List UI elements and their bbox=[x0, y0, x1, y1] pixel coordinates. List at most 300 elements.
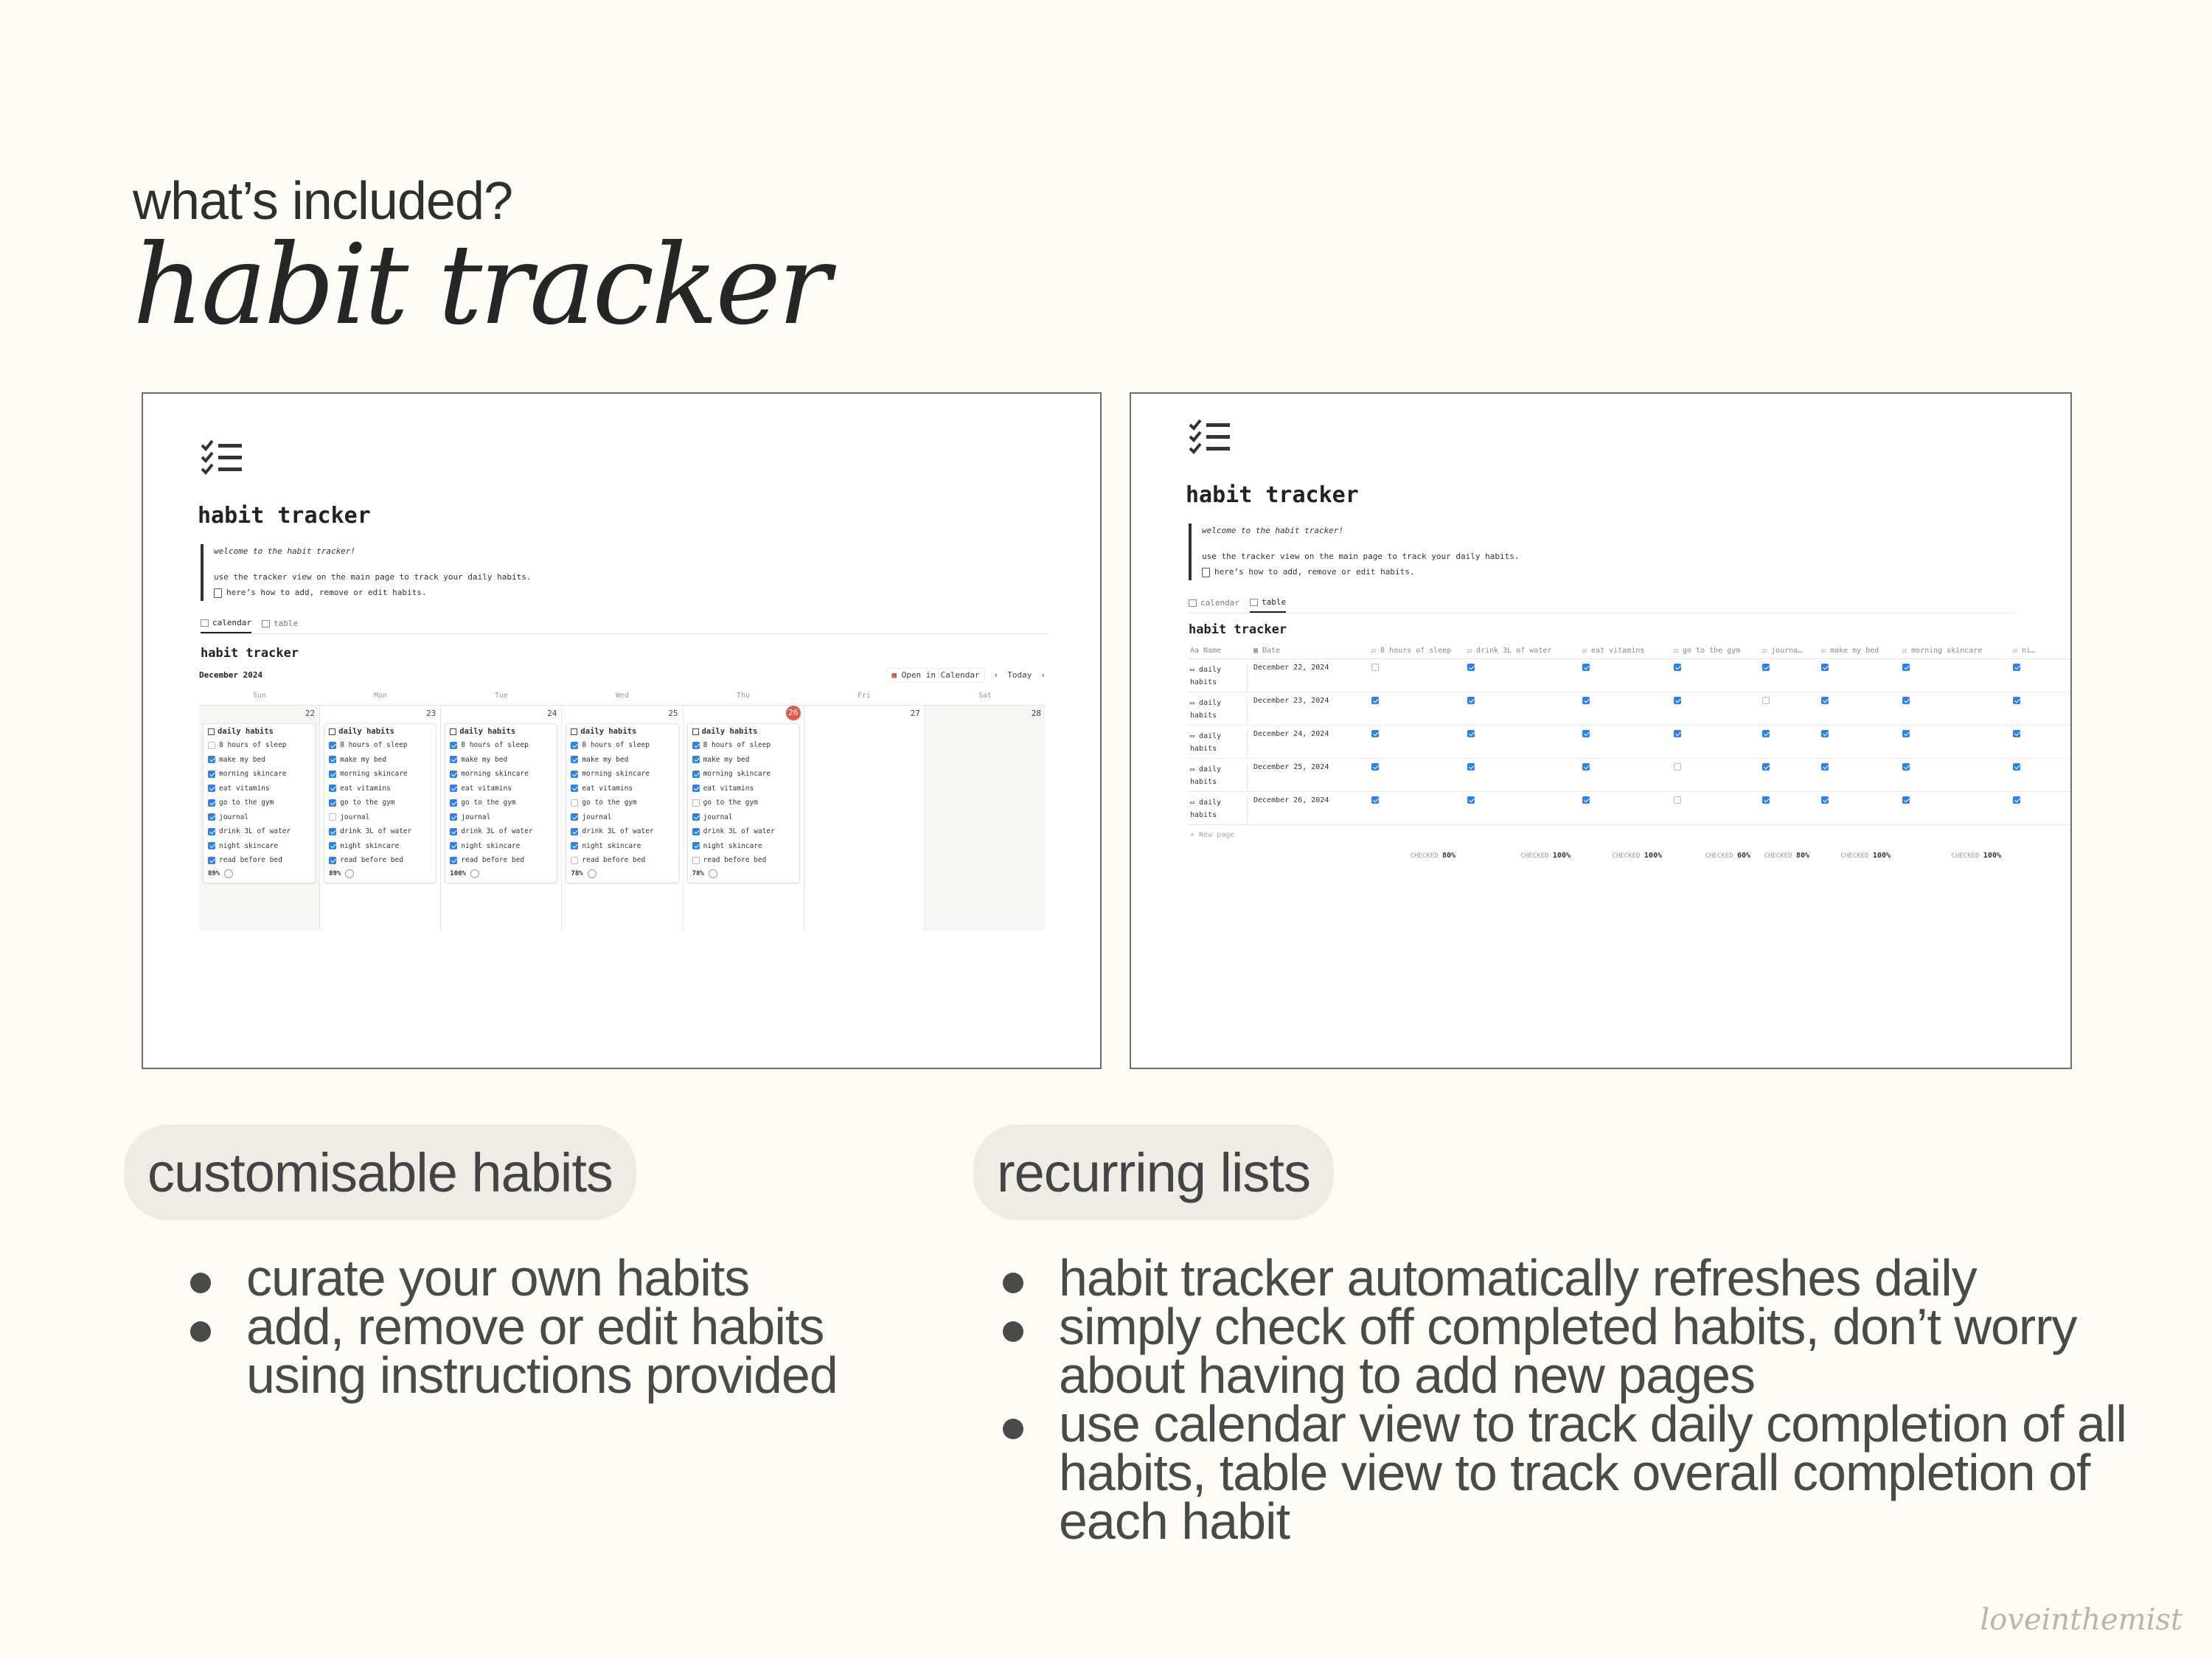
calendar-day-cell[interactable] bbox=[562, 706, 683, 931]
habit-checkbox[interactable] bbox=[571, 756, 578, 763]
habit-checkbox[interactable] bbox=[1762, 796, 1770, 804]
habit-checkbox[interactable] bbox=[329, 842, 336, 849]
view-tabs bbox=[1189, 597, 2014, 613]
habit-checkbox[interactable] bbox=[1582, 664, 1590, 671]
habit-label: journal bbox=[340, 813, 370, 821]
day-of-week-label: Sat bbox=[978, 692, 992, 700]
habit-label: night skincare bbox=[703, 841, 762, 850]
habit-checkbox[interactable] bbox=[1467, 664, 1475, 671]
list-item: use calendar view to track daily completion of all habits, table view to track overall completion of each habit bbox=[1003, 1399, 2153, 1545]
habit-item bbox=[208, 853, 310, 868]
habit-checkbox[interactable] bbox=[571, 813, 578, 821]
habit-checkbox[interactable] bbox=[1821, 730, 1829, 737]
callout-welcome: welcome to the habit tracker! bbox=[1202, 526, 1344, 535]
row-name[interactable]: ▭ daily habits bbox=[1187, 697, 1248, 725]
summary-label: CHECKED bbox=[1840, 852, 1873, 860]
habit-checkbox[interactable] bbox=[450, 785, 457, 792]
habit-label: drink 3L of water bbox=[461, 827, 533, 836]
habit-label: morning skincare bbox=[461, 770, 529, 779]
callout-line: use the tracker view on the main page to track your daily habits. bbox=[1202, 551, 1520, 561]
habit-checkbox[interactable] bbox=[450, 742, 457, 749]
habit-checkbox[interactable] bbox=[1674, 664, 1681, 671]
table-cell bbox=[1368, 697, 1464, 706]
table-cell bbox=[1579, 730, 1671, 740]
habit-checkbox[interactable] bbox=[692, 857, 700, 864]
row-name[interactable]: ▭ daily habits bbox=[1187, 730, 1248, 758]
habit-checkbox[interactable] bbox=[692, 828, 700, 835]
howto-link[interactable]: here’s how to add, remove or edit habits. bbox=[226, 587, 427, 597]
habit-card[interactable] bbox=[324, 723, 437, 883]
habit-item bbox=[692, 796, 795, 810]
habit-checkbox[interactable] bbox=[1762, 763, 1770, 771]
habit-checkbox[interactable] bbox=[1902, 697, 1910, 704]
table-row[interactable] bbox=[1187, 659, 2072, 692]
row-name[interactable]: ▭ daily habits bbox=[1187, 796, 1248, 824]
table-cell bbox=[1579, 763, 1671, 773]
habit-label: night skincare bbox=[461, 841, 521, 850]
summary-label: CHECKED bbox=[1410, 852, 1442, 860]
habit-item bbox=[450, 839, 552, 854]
habit-checkbox[interactable] bbox=[329, 771, 336, 778]
callout-welcome: welcome to the habit tracker! bbox=[214, 546, 356, 556]
list-item: simply check off completed habits, don’t worry about having to add new pages bbox=[1003, 1302, 2153, 1399]
list-item: curate your own habits bbox=[190, 1253, 928, 1302]
habit-label: morning skincare bbox=[340, 770, 408, 779]
table-cell bbox=[1818, 730, 1899, 740]
table-icon bbox=[1250, 599, 1258, 606]
habit-checkbox[interactable] bbox=[1467, 730, 1475, 737]
table-cell bbox=[1579, 664, 1671, 673]
page-title: habit tracker bbox=[198, 503, 371, 529]
card-title bbox=[450, 727, 552, 736]
habit-checkbox[interactable] bbox=[1371, 664, 1379, 671]
progress-ring-icon bbox=[470, 869, 479, 878]
table-cell bbox=[1759, 730, 1818, 740]
habit-item bbox=[450, 853, 552, 868]
card-title bbox=[692, 727, 795, 736]
habit-checkbox[interactable] bbox=[571, 771, 578, 778]
habit-checkbox[interactable] bbox=[208, 857, 215, 864]
habit-checkbox[interactable] bbox=[1371, 697, 1379, 704]
column-header[interactable]: ☑ morning skincare bbox=[1902, 647, 1983, 655]
table-cell bbox=[1368, 730, 1464, 740]
column-header[interactable]: ☑ drink 3L of water bbox=[1467, 647, 1552, 655]
summary-row bbox=[1187, 846, 2072, 865]
habit-label: read before bed bbox=[340, 856, 403, 865]
habit-checkbox[interactable] bbox=[1371, 763, 1379, 771]
habit-checkbox[interactable] bbox=[1674, 697, 1681, 704]
habit-label: 8 hours of sleep bbox=[461, 741, 529, 750]
habit-checkbox[interactable] bbox=[1821, 796, 1829, 804]
tab-calendar[interactable]: calendar bbox=[1189, 597, 1239, 613]
summary-label: CHECKED bbox=[1764, 852, 1796, 860]
habit-checkbox[interactable] bbox=[1582, 763, 1590, 771]
summary-label: CHECKED bbox=[1612, 852, 1644, 860]
day-number: 28 bbox=[1031, 709, 1041, 718]
habit-label: 8 hours of sleep bbox=[582, 741, 650, 750]
habit-item bbox=[571, 753, 673, 768]
table-cell bbox=[1368, 664, 1464, 673]
document-icon bbox=[214, 588, 222, 598]
card-title bbox=[571, 727, 673, 736]
summary-value: 100% bbox=[1983, 851, 2001, 860]
habit-checkbox[interactable] bbox=[208, 771, 215, 778]
habit-label: night skincare bbox=[582, 841, 641, 850]
tab-table[interactable]: table bbox=[1250, 597, 1286, 613]
calendar-view-screenshot bbox=[142, 392, 1102, 1069]
table-cell bbox=[1899, 796, 2010, 806]
habit-checkbox[interactable] bbox=[1371, 730, 1379, 737]
habit-checkbox[interactable] bbox=[1762, 697, 1770, 704]
habit-checkbox[interactable] bbox=[571, 857, 578, 864]
habit-item bbox=[329, 753, 431, 768]
habit-item bbox=[571, 810, 673, 825]
row-date: December 26, 2024 bbox=[1253, 796, 1329, 804]
calendar-day-cell[interactable] bbox=[925, 706, 1046, 931]
habit-checkbox[interactable] bbox=[1674, 763, 1681, 771]
habit-item bbox=[329, 767, 431, 782]
habit-item bbox=[208, 753, 310, 768]
table-row[interactable] bbox=[1187, 792, 2072, 825]
habit-label: eat vitamins bbox=[340, 784, 391, 793]
row-date: December 22, 2024 bbox=[1253, 664, 1329, 672]
feature-pill-recurring: recurring lists bbox=[973, 1124, 1334, 1220]
habit-checkbox[interactable] bbox=[692, 756, 700, 763]
habit-label: make my bed bbox=[461, 755, 508, 764]
habit-checkbox[interactable] bbox=[450, 842, 457, 849]
summary-value: 100% bbox=[1644, 851, 1662, 860]
table-cell bbox=[1818, 697, 1899, 706]
table-cell bbox=[1368, 763, 1464, 773]
habit-label: eat vitamins bbox=[219, 784, 270, 793]
completion-percent bbox=[329, 869, 431, 878]
habit-label: go to the gym bbox=[461, 799, 516, 807]
day-of-week-label: Tue bbox=[494, 692, 509, 700]
habit-checkbox[interactable] bbox=[1762, 730, 1770, 737]
table-cell bbox=[1818, 763, 1899, 773]
calendar-icon bbox=[571, 728, 577, 735]
checklist-icon bbox=[199, 438, 243, 479]
habit-checkbox[interactable] bbox=[208, 799, 215, 807]
habit-item bbox=[208, 782, 310, 796]
habit-label: night skincare bbox=[219, 841, 279, 850]
habit-item bbox=[450, 782, 552, 796]
prev-icon[interactable]: ‹ bbox=[993, 670, 999, 680]
table-cell bbox=[1818, 664, 1899, 673]
habit-item bbox=[692, 767, 795, 782]
habit-card[interactable] bbox=[566, 723, 678, 883]
table-cell bbox=[1818, 796, 1899, 806]
day-number: 25 bbox=[668, 709, 678, 718]
habit-label: drink 3L of water bbox=[703, 827, 775, 836]
summary-value: 60% bbox=[1736, 851, 1750, 860]
habit-checkbox[interactable] bbox=[450, 857, 457, 864]
habit-label: go to the gym bbox=[582, 799, 637, 807]
list-item: add, remove or edit habits using instructions provided bbox=[190, 1302, 928, 1399]
table-row[interactable] bbox=[1187, 759, 2072, 792]
table-cell bbox=[1464, 796, 1579, 806]
card-title-text: daily habits bbox=[338, 727, 394, 736]
column-header[interactable]: ☑ journa… bbox=[1762, 647, 1803, 655]
habit-checkbox[interactable] bbox=[208, 828, 215, 835]
habit-label: 8 hours of sleep bbox=[219, 741, 287, 750]
card-title-text: daily habits bbox=[459, 727, 516, 736]
day-of-week-label: Fri bbox=[857, 692, 872, 700]
habit-checkbox[interactable] bbox=[2013, 664, 2020, 671]
habit-item bbox=[450, 753, 552, 768]
habit-checkbox[interactable] bbox=[329, 756, 336, 763]
habit-checkbox[interactable] bbox=[2013, 697, 2020, 704]
habit-checkbox[interactable] bbox=[571, 785, 578, 792]
day-of-week-label: Sun bbox=[252, 692, 267, 700]
habit-checkbox[interactable] bbox=[208, 813, 215, 821]
habit-item bbox=[692, 738, 795, 753]
column-header[interactable]: ☑ eat vitamins bbox=[1582, 647, 1645, 655]
habit-label: journal bbox=[703, 813, 733, 821]
column-header[interactable]: ☑ ni… bbox=[2013, 647, 2036, 655]
habit-checkbox[interactable] bbox=[1674, 796, 1681, 804]
habit-checkbox[interactable] bbox=[1821, 697, 1829, 704]
habit-item bbox=[329, 796, 431, 810]
table-header bbox=[1187, 643, 2072, 659]
row-name[interactable]: ▭ daily habits bbox=[1187, 664, 1248, 692]
habit-label: 8 hours of sleep bbox=[340, 741, 408, 750]
habit-checkbox[interactable] bbox=[571, 828, 578, 835]
habit-checkbox[interactable] bbox=[450, 813, 457, 821]
habit-label: morning skincare bbox=[582, 770, 650, 779]
habit-checkbox[interactable] bbox=[1582, 796, 1590, 804]
progress-ring-icon bbox=[224, 869, 233, 878]
calendar-day-cell[interactable] bbox=[320, 706, 441, 931]
habit-item bbox=[450, 738, 552, 753]
table-cell bbox=[2010, 796, 2039, 806]
feature-list-left bbox=[190, 1249, 928, 1404]
habit-checkbox[interactable] bbox=[1902, 763, 1910, 771]
habit-label: eat vitamins bbox=[582, 784, 633, 793]
completion-percent bbox=[571, 869, 673, 878]
summary-value: 80% bbox=[1441, 851, 1455, 860]
habit-checkbox[interactable] bbox=[329, 742, 336, 749]
summary-cell bbox=[1818, 852, 1899, 860]
habit-label: eat vitamins bbox=[703, 784, 754, 793]
habit-label: read before bed bbox=[219, 856, 282, 865]
table-cell bbox=[1671, 697, 1759, 706]
habit-checkbox[interactable] bbox=[1467, 796, 1475, 804]
table-row[interactable] bbox=[1187, 692, 2072, 726]
habit-label: make my bed bbox=[703, 755, 750, 764]
habit-item bbox=[329, 853, 431, 868]
day-number: 24 bbox=[547, 709, 557, 718]
habit-item bbox=[571, 796, 673, 810]
habit-label: journal bbox=[461, 813, 491, 821]
document-icon bbox=[1202, 568, 1210, 577]
calendar-month: December 2024 bbox=[199, 670, 263, 680]
habit-item bbox=[208, 824, 310, 839]
habit-item bbox=[450, 796, 552, 810]
column-header[interactable]: ☑ 8 hours of sleep bbox=[1371, 647, 1452, 655]
habit-item bbox=[450, 767, 552, 782]
habit-checkbox[interactable] bbox=[1371, 796, 1379, 804]
habit-checkbox[interactable] bbox=[329, 857, 336, 864]
open-in-calendar-button[interactable]: ▦ Open in Calendar bbox=[886, 668, 984, 682]
table-cell bbox=[2010, 730, 2039, 740]
habit-checkbox[interactable] bbox=[571, 842, 578, 849]
table-cell bbox=[1759, 796, 1818, 806]
calendar-day-cell[interactable] bbox=[199, 706, 320, 931]
calendar-icon bbox=[692, 728, 699, 735]
row-name[interactable]: ▭ daily habits bbox=[1187, 763, 1248, 791]
habit-item bbox=[329, 738, 431, 753]
table-cell bbox=[1671, 796, 1759, 806]
table-row[interactable] bbox=[1187, 726, 2072, 759]
calendar-day-cell[interactable] bbox=[684, 706, 804, 931]
card-title-text: daily habits bbox=[218, 727, 274, 736]
habit-checkbox[interactable] bbox=[450, 756, 457, 763]
habit-card[interactable] bbox=[687, 723, 800, 883]
habit-checkbox[interactable] bbox=[692, 842, 700, 849]
habit-checkbox[interactable] bbox=[1821, 664, 1829, 671]
habit-label: go to the gym bbox=[340, 799, 395, 807]
habit-checkbox[interactable] bbox=[571, 742, 578, 749]
habit-checkbox[interactable] bbox=[329, 799, 336, 807]
habit-checkbox[interactable] bbox=[329, 828, 336, 835]
today-button[interactable]: Today bbox=[1007, 670, 1032, 680]
habit-item bbox=[329, 810, 431, 825]
habit-label: go to the gym bbox=[219, 799, 274, 807]
calendar-day-cell[interactable] bbox=[441, 706, 562, 931]
howto-link[interactable]: here’s how to add, remove or edit habits. bbox=[1214, 566, 1415, 577]
table-cell bbox=[1579, 697, 1671, 706]
habit-checkbox[interactable] bbox=[1902, 796, 1910, 804]
table-cell bbox=[1671, 730, 1759, 740]
summary-label: CHECKED bbox=[1705, 852, 1737, 860]
habit-item bbox=[208, 796, 310, 810]
habit-checkbox[interactable] bbox=[571, 799, 578, 807]
days-of-week bbox=[199, 692, 1046, 700]
habit-checkbox[interactable] bbox=[1902, 730, 1910, 737]
habit-checkbox[interactable] bbox=[2013, 730, 2020, 737]
table-icon bbox=[262, 620, 270, 627]
completion-value: 89% bbox=[208, 869, 220, 877]
table-cell bbox=[1899, 763, 2010, 773]
habit-checkbox[interactable] bbox=[1467, 697, 1475, 704]
summary-cell bbox=[1579, 852, 1671, 860]
habit-label: make my bed bbox=[340, 755, 387, 764]
habit-checkbox[interactable] bbox=[1582, 697, 1590, 704]
column-header[interactable]: Aa Name bbox=[1190, 647, 1222, 655]
card-title-text: daily habits bbox=[580, 727, 637, 736]
brand-signature: loveinthemist bbox=[1980, 1603, 2183, 1637]
column-header[interactable]: ▦ Date bbox=[1253, 647, 1281, 655]
table-view-screenshot bbox=[1130, 392, 2072, 1069]
habit-checkbox[interactable] bbox=[1902, 664, 1910, 671]
column-header[interactable]: ☑ go to the gym bbox=[1674, 647, 1741, 655]
day-of-week-label: Mon bbox=[373, 692, 388, 700]
habit-checkbox[interactable] bbox=[1762, 664, 1770, 671]
habit-item bbox=[571, 767, 673, 782]
tab-table[interactable]: table bbox=[262, 618, 298, 633]
habit-checkbox[interactable] bbox=[2013, 796, 2020, 804]
row-date: December 25, 2024 bbox=[1253, 763, 1329, 771]
habit-checkbox[interactable] bbox=[1582, 730, 1590, 737]
day-number: 23 bbox=[426, 709, 437, 718]
habit-item bbox=[450, 810, 552, 825]
day-number: 22 bbox=[305, 709, 316, 718]
table-cell bbox=[2010, 763, 2039, 773]
tab-calendar[interactable]: calendar bbox=[201, 618, 251, 633]
habit-item bbox=[450, 824, 552, 839]
next-icon[interactable]: › bbox=[1040, 670, 1046, 680]
habit-item bbox=[208, 738, 310, 753]
callout-line: use the tracker view on the main page to track your daily habits. bbox=[214, 571, 532, 582]
habit-checkbox[interactable] bbox=[692, 771, 700, 778]
card-title bbox=[329, 727, 431, 736]
habit-checkbox[interactable] bbox=[692, 799, 700, 807]
habit-checkbox[interactable] bbox=[1821, 763, 1829, 771]
summary-cell bbox=[1464, 852, 1579, 860]
habit-checkbox[interactable] bbox=[2013, 763, 2020, 771]
habit-card[interactable] bbox=[445, 723, 557, 883]
habit-checkbox[interactable] bbox=[450, 799, 457, 807]
calendar-icon bbox=[1189, 599, 1197, 607]
habit-checkbox[interactable] bbox=[1674, 730, 1681, 737]
feature-list-right bbox=[1003, 1249, 2153, 1550]
habit-checkbox[interactable] bbox=[208, 785, 215, 792]
habit-checkbox[interactable] bbox=[208, 756, 215, 763]
habit-card[interactable] bbox=[203, 723, 316, 883]
habit-label: 8 hours of sleep bbox=[703, 741, 771, 750]
table-cell bbox=[1671, 763, 1759, 773]
table-cell bbox=[2010, 664, 2039, 673]
habit-checkbox[interactable] bbox=[450, 828, 457, 835]
habit-checkbox[interactable] bbox=[1467, 763, 1475, 771]
habit-checkbox[interactable] bbox=[692, 742, 700, 749]
completion-value: 100% bbox=[450, 869, 466, 877]
habit-label: morning skincare bbox=[703, 770, 771, 779]
table-cell bbox=[1899, 730, 2010, 740]
table-cell bbox=[1464, 763, 1579, 773]
habit-table bbox=[1187, 643, 2072, 865]
habit-checkbox[interactable] bbox=[329, 813, 336, 821]
heading-title: habit tracker bbox=[133, 221, 828, 349]
habit-label: read before bed bbox=[461, 856, 525, 865]
habit-checkbox[interactable] bbox=[450, 771, 457, 778]
progress-ring-icon bbox=[709, 869, 717, 878]
checklist-icon bbox=[1187, 417, 1231, 459]
habit-label: drink 3L of water bbox=[219, 827, 291, 836]
new-page-button[interactable]: + New page bbox=[1190, 831, 1235, 839]
habit-label: go to the gym bbox=[703, 799, 758, 807]
habit-item bbox=[571, 853, 673, 868]
column-header[interactable]: ☑ make my bed bbox=[1821, 647, 1879, 655]
habit-checkbox[interactable] bbox=[692, 785, 700, 792]
habit-checkbox[interactable] bbox=[208, 842, 215, 849]
habit-checkbox[interactable] bbox=[329, 785, 336, 792]
habit-checkbox[interactable] bbox=[208, 742, 215, 749]
habit-label: read before bed bbox=[582, 856, 646, 865]
habit-label: make my bed bbox=[219, 755, 265, 764]
table-cell bbox=[1464, 664, 1579, 673]
calendar-header bbox=[199, 668, 1046, 682]
row-date: December 23, 2024 bbox=[1253, 697, 1329, 705]
habit-item bbox=[692, 753, 795, 768]
habit-label: eat vitamins bbox=[461, 784, 512, 793]
habit-item bbox=[329, 839, 431, 854]
habit-checkbox[interactable] bbox=[692, 813, 700, 821]
welcome-callout bbox=[201, 544, 531, 601]
completion-value: 78% bbox=[571, 869, 583, 877]
calendar-day-cell[interactable] bbox=[804, 706, 925, 931]
